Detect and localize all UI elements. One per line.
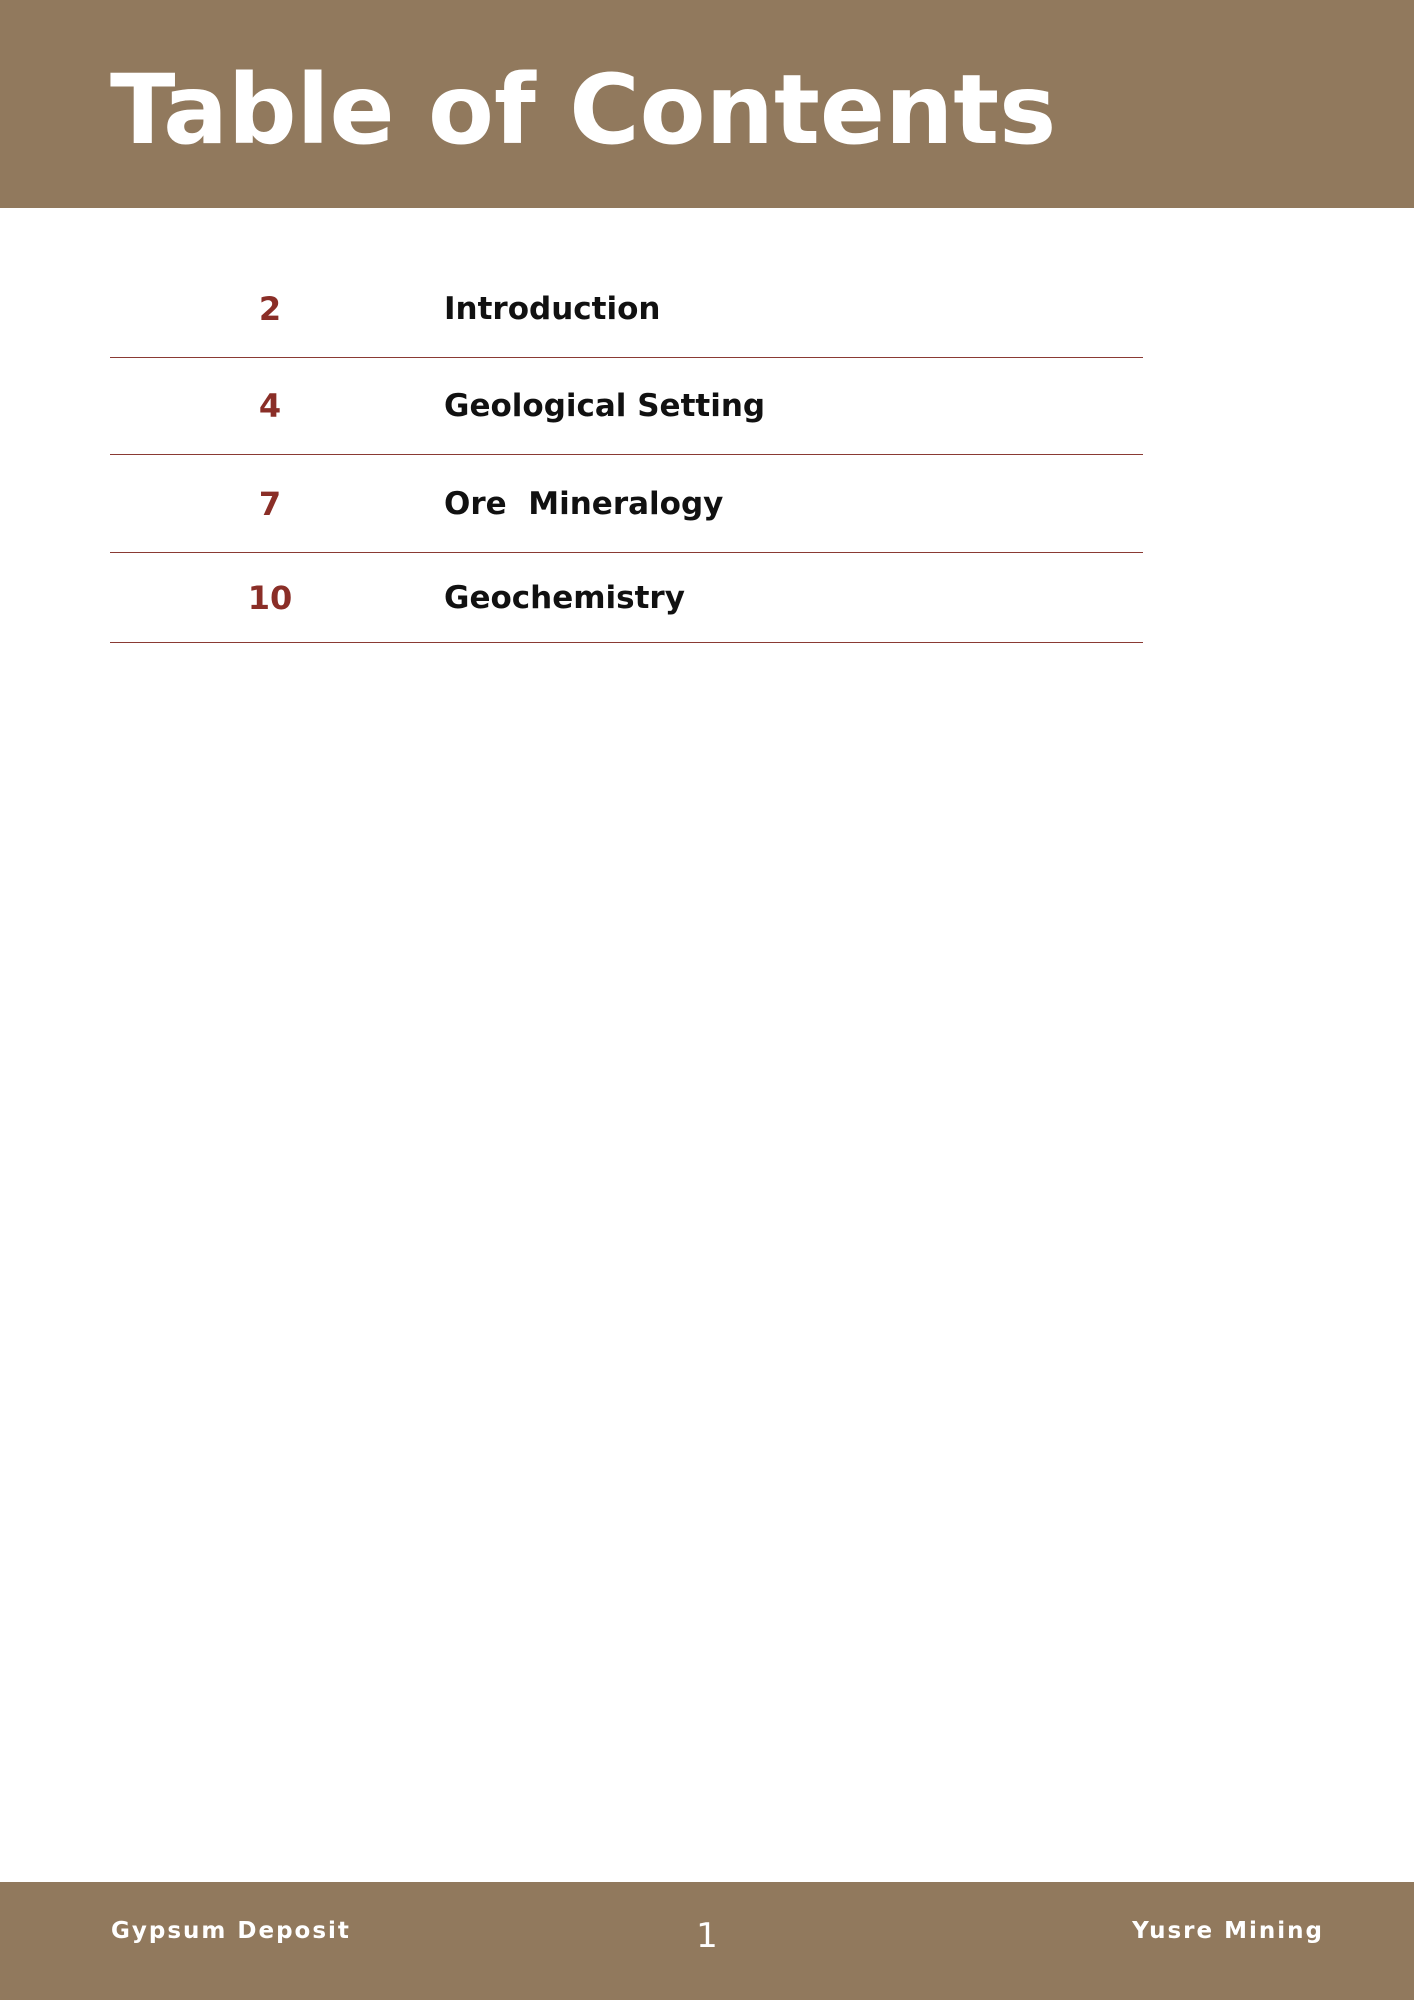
header-band <box>0 0 1414 208</box>
toc-entry-title: Ore Mineralogy <box>444 485 724 522</box>
toc-entry[interactable] <box>110 553 1143 643</box>
table-of-contents <box>110 260 1143 643</box>
toc-entry[interactable] <box>110 358 1143 455</box>
toc-page-number: 2 <box>258 289 282 328</box>
toc-entry-title: Geochemistry <box>444 579 685 616</box>
footer-company-name: Yusre Mining <box>1132 1918 1324 1944</box>
toc-entry[interactable] <box>110 455 1143 553</box>
toc-page-number: 4 <box>258 387 282 425</box>
toc-entry[interactable] <box>110 260 1143 358</box>
toc-entry-title: Geological Setting <box>444 388 766 424</box>
footer-document-title: Gypsum Deposit <box>111 1918 351 1944</box>
toc-page-number: 7 <box>258 484 282 523</box>
toc-entry-title: Introduction <box>444 290 661 327</box>
footer-page-number: 1 <box>696 1916 718 1956</box>
page-title: Table of Contents <box>110 54 1057 166</box>
toc-page-number: 10 <box>247 578 293 617</box>
